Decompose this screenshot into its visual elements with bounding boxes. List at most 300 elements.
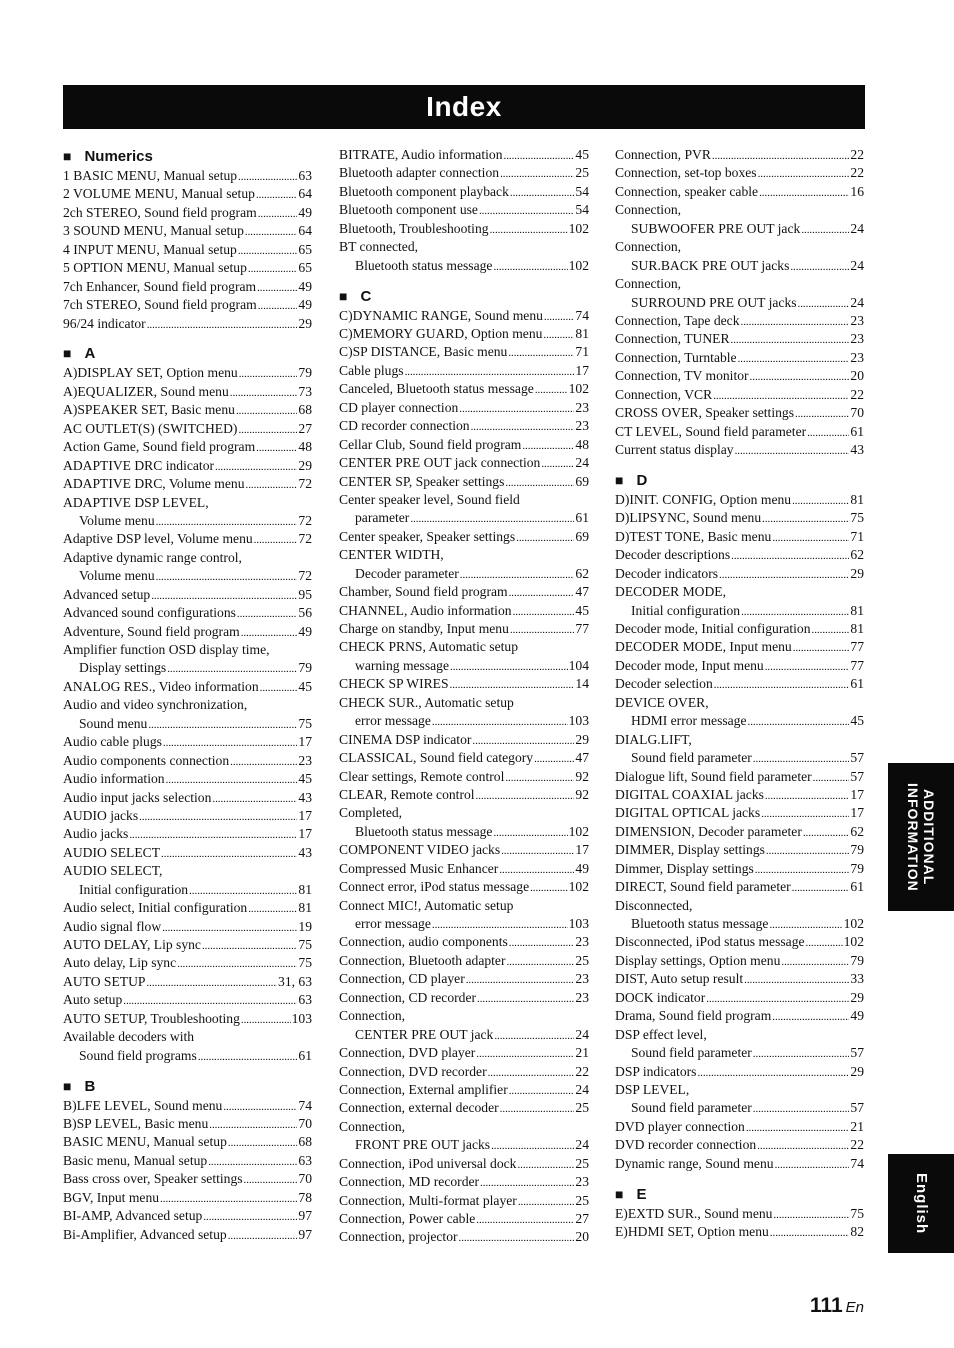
- leader-dots: [518, 1192, 575, 1210]
- index-entry: [339, 307, 589, 325]
- index-entry-heading: [615, 275, 864, 293]
- index-entry-page: 22: [575, 1063, 589, 1079]
- index-entry-label: D)TEST TONE, Basic menu: [615, 528, 772, 544]
- leader-dots: [513, 602, 575, 620]
- index-entry-page: 102: [568, 823, 589, 839]
- index-entry-label: DIMMER, Display settings: [615, 842, 765, 858]
- index-entry-label: Cellar Club, Sound field program: [339, 436, 522, 452]
- index-entry: [615, 620, 864, 638]
- index-entry-label: BI-AMP, Advanced setup: [63, 1208, 203, 1224]
- index-entry: [615, 841, 864, 859]
- section-heading-text: D: [636, 471, 648, 489]
- leader-dots: [148, 715, 297, 733]
- index-column-1: [63, 146, 312, 1244]
- index-entry-label: DIRECT, Sound field parameter: [615, 879, 791, 895]
- index-entry: [339, 712, 589, 730]
- index-entry-page: 25: [575, 1100, 589, 1116]
- index-entry: [339, 436, 589, 454]
- index-entry: [339, 952, 589, 970]
- section-heading: [63, 1076, 312, 1097]
- leader-dots: [241, 1010, 291, 1028]
- index-entry: [339, 915, 589, 933]
- leader-dots: [773, 1205, 849, 1223]
- section-square-icon: ■: [63, 148, 72, 164]
- index-entry: [339, 528, 589, 546]
- index-entry-page: 19: [298, 918, 312, 934]
- leader-dots: [770, 1223, 850, 1241]
- index-entry-page: 62: [850, 547, 864, 563]
- index-entry-label: E)EXTD SUR., Sound menu: [615, 1205, 773, 1221]
- index-entry: [339, 220, 589, 238]
- index-entry: [339, 183, 589, 201]
- leader-dots: [744, 970, 849, 988]
- leader-dots: [238, 167, 297, 185]
- index-entry: [615, 386, 864, 404]
- index-entry-page: 72: [298, 512, 312, 528]
- index-entry-heading: [63, 696, 312, 714]
- index-entry-page: 79: [850, 842, 864, 858]
- leader-dots: [753, 1044, 850, 1062]
- leader-dots: [491, 1136, 574, 1154]
- leader-dots: [260, 678, 298, 696]
- index-entry: [615, 1007, 864, 1025]
- index-entry-page: 29: [850, 1063, 864, 1079]
- index-entry-label: Connection, Tape deck: [615, 312, 740, 328]
- index-entry: [615, 546, 864, 564]
- index-entry-page: 72: [298, 531, 312, 547]
- index-entry: [615, 1099, 864, 1117]
- index-entry: [615, 638, 864, 656]
- leader-dots: [237, 604, 298, 622]
- section-heading: [615, 470, 864, 491]
- index-entry-label: DOCK indicator: [615, 989, 706, 1005]
- index-entry-page: 63: [298, 992, 312, 1008]
- index-entry-page: 47: [575, 750, 589, 766]
- index-entry: [339, 731, 589, 749]
- index-entry-page: 95: [298, 586, 312, 602]
- index-entry: [63, 259, 312, 277]
- index-entry: [615, 565, 864, 583]
- index-entry: [63, 1115, 312, 1133]
- leader-dots: [151, 586, 297, 604]
- index-entry-label: error message: [355, 916, 431, 931]
- index-entry: [63, 1097, 312, 1115]
- language-tab-english[interactable]: [888, 1154, 954, 1253]
- leader-dots: [761, 804, 849, 822]
- index-entry-label: CENTER WIDTH,: [339, 547, 444, 563]
- index-entry-page: 74: [298, 1097, 312, 1113]
- index-entry-page: 97: [298, 1226, 312, 1242]
- leader-dots: [162, 918, 297, 936]
- leader-dots: [432, 915, 568, 933]
- index-entry: [615, 423, 864, 441]
- index-entry-heading: [63, 549, 312, 567]
- index-entry: [615, 675, 864, 693]
- leader-dots: [189, 881, 297, 899]
- leader-dots: [476, 1044, 574, 1062]
- leader-dots: [471, 417, 575, 435]
- index-entry-page: 24: [850, 257, 864, 273]
- leader-dots: [713, 386, 849, 404]
- index-entry-heading: [615, 583, 864, 601]
- index-entry-heading: [339, 1007, 589, 1025]
- index-entry: [63, 222, 312, 240]
- index-entry-page: 56: [298, 605, 312, 621]
- index-entry-heading: [339, 804, 589, 822]
- index-entry-label: A)DISPLAY SET, Option menu: [63, 365, 238, 381]
- index-entry-page: 20: [575, 1229, 589, 1245]
- index-entry-page: 23: [575, 989, 589, 1005]
- index-entry-page: 74: [575, 307, 589, 323]
- leader-dots: [459, 399, 574, 417]
- index-entry-page: 102: [843, 916, 864, 931]
- index-entry-page: 63: [298, 168, 312, 183]
- index-entry: [615, 1044, 864, 1062]
- index-entry-page: 92: [575, 786, 589, 802]
- index-entry-heading: [339, 238, 589, 256]
- leader-dots: [712, 146, 849, 164]
- index-entry-page: 48: [298, 439, 312, 455]
- index-entry-page: 24: [575, 1137, 589, 1153]
- index-entry-page: 20: [850, 368, 864, 384]
- index-entry-label: Connection, set-top boxes: [615, 165, 757, 181]
- index-entry-page: 104: [568, 657, 589, 673]
- leader-dots: [505, 473, 574, 491]
- index-entry-label: Connection,: [339, 1008, 406, 1024]
- leader-dots: [494, 1026, 574, 1044]
- index-entry: [63, 586, 312, 604]
- index-entry: [615, 768, 864, 786]
- index-entry-page: 77: [850, 657, 864, 673]
- index-entry-page: 23: [850, 349, 864, 365]
- index-entry: [339, 1099, 589, 1117]
- index-entry: [615, 915, 864, 933]
- leader-dots: [490, 220, 568, 238]
- index-entry-page: 97: [298, 1208, 312, 1224]
- index-entry: [339, 362, 589, 380]
- page-number: [810, 1294, 864, 1318]
- index-entry-page: 64: [298, 223, 312, 239]
- index-entry-label: Amplifier function OSD display time,: [63, 642, 270, 657]
- index-entry-page: 57: [850, 1045, 864, 1061]
- leader-dots: [790, 257, 849, 275]
- index-entry-page: 17: [850, 786, 864, 802]
- index-entry-label: Connection, Bluetooth adapter: [339, 952, 506, 968]
- index-entry-label: Connection, external decoder: [339, 1100, 499, 1116]
- index-entry-label: 7ch STEREO, Sound field program: [63, 297, 257, 313]
- index-entry: [615, 528, 864, 546]
- index-entry-page: 102: [568, 879, 589, 895]
- section-spacer: [615, 459, 864, 470]
- index-entry: [63, 936, 312, 954]
- index-entry-label: CT LEVEL, Sound field parameter: [615, 423, 807, 439]
- leader-dots: [239, 364, 298, 382]
- index-entry: [63, 752, 312, 770]
- leader-dots: [509, 583, 575, 601]
- index-entry: [615, 823, 864, 841]
- index-entry-heading: [615, 1026, 864, 1044]
- leader-dots: [129, 825, 297, 843]
- index-entry-page: 102: [843, 934, 864, 950]
- index-entry: [63, 715, 312, 733]
- index-entry-page: 79: [850, 952, 864, 968]
- index-entry-page: 23: [298, 752, 312, 768]
- leader-dots: [123, 991, 297, 1009]
- index-entry-heading: [63, 494, 312, 512]
- index-entry-label: Sound field parameter: [631, 1045, 752, 1061]
- index-entry: [615, 146, 864, 164]
- index-entry-page: 29: [575, 731, 589, 747]
- leader-dots: [258, 296, 298, 314]
- index-entry-page: 23: [575, 1174, 589, 1190]
- index-entry-page: 68: [298, 402, 312, 418]
- leader-dots: [459, 1228, 575, 1246]
- leader-dots: [793, 638, 850, 656]
- index-entry-page: 23: [575, 399, 589, 415]
- index-entry-heading: [615, 731, 864, 749]
- index-entry-heading: [339, 546, 589, 564]
- index-entry-label: Connection, Turntable: [615, 349, 737, 365]
- index-entry: [63, 825, 312, 843]
- index-entry-page: 65: [298, 241, 312, 257]
- leader-dots: [803, 823, 850, 841]
- index-entry-page: 43: [298, 789, 312, 805]
- index-entry: [63, 204, 312, 222]
- index-entry: [339, 583, 589, 601]
- leader-dots: [139, 807, 297, 825]
- index-entry: [615, 749, 864, 767]
- index-entry-label: Connection, TV monitor: [615, 368, 749, 384]
- index-entry-page: 70: [850, 405, 864, 421]
- index-entry-label: Connection, TUNER: [615, 331, 730, 347]
- index-entry-label: Advanced sound configurations: [63, 605, 236, 621]
- index-entry-page: 74: [850, 1155, 864, 1171]
- section-spacer: [615, 1173, 864, 1184]
- leader-dots: [505, 768, 574, 786]
- section-square-icon: ■: [615, 1185, 624, 1202]
- index-entry: [63, 315, 312, 333]
- index-entry: [339, 380, 589, 398]
- index-entry-label: Advanced setup: [63, 586, 151, 602]
- leader-dots: [766, 841, 849, 859]
- index-entry-page: 17: [850, 805, 864, 821]
- index-entry-page: 78: [298, 1189, 312, 1205]
- index-entry-page: 22: [850, 165, 864, 181]
- section-heading: [615, 1184, 864, 1205]
- index-entry-label: SUBWOOFER PRE OUT jack: [631, 220, 801, 236]
- index-entry: [615, 786, 864, 804]
- section-square-icon: ■: [615, 471, 624, 488]
- index-entry: [615, 294, 864, 312]
- index-entry: [615, 164, 864, 182]
- index-entry-page: 48: [575, 436, 589, 452]
- leader-dots: [248, 899, 297, 917]
- index-entry: [63, 167, 312, 185]
- index-entry-label: Decoder mode, Initial configuration: [615, 621, 811, 636]
- index-entry-label: Compressed Music Enhancer: [339, 860, 499, 876]
- index-entry-label: Sound field programs: [79, 1047, 197, 1063]
- index-entry-page: 14: [575, 676, 589, 692]
- leader-dots: [806, 933, 843, 951]
- index-entry-page: 72: [298, 568, 312, 584]
- index-entry-label: DECODER MODE,: [615, 584, 727, 600]
- index-entry-label: parameter: [355, 510, 410, 526]
- index-entry-page: 102: [568, 257, 589, 273]
- index-entry: [63, 881, 312, 899]
- leader-dots: [501, 841, 574, 859]
- index-entry-label: Bluetooth component use: [339, 202, 478, 218]
- index-entry: [63, 512, 312, 530]
- leader-dots: [254, 530, 298, 548]
- index-entry-page: 17: [575, 842, 589, 858]
- index-entry: [339, 602, 589, 620]
- index-entry: [63, 530, 312, 548]
- index-entry-page: 61: [850, 423, 864, 439]
- index-entry-label: Audio jacks: [63, 826, 129, 842]
- index-entry-label: A)SPEAKER SET, Basic menu: [63, 402, 235, 418]
- index-entry-label: AUTO SETUP: [63, 973, 146, 989]
- leader-dots: [522, 436, 574, 454]
- leader-dots: [741, 602, 849, 620]
- index-entry: [615, 220, 864, 238]
- index-entry-label: Volume menu: [79, 512, 155, 528]
- index-entry-page: 75: [298, 955, 312, 971]
- index-entry: [339, 1026, 589, 1044]
- index-entry-label: 96/24 indicator: [63, 315, 146, 331]
- index-entry-page: 43: [850, 442, 864, 457]
- index-entry-page: 71: [850, 528, 864, 544]
- leader-dots: [167, 659, 297, 677]
- index-entry: [339, 1192, 589, 1210]
- leader-dots: [544, 307, 575, 325]
- leader-dots: [758, 164, 850, 182]
- index-entry-label: Connect error, iPod status message: [339, 879, 530, 895]
- index-entry-label: ADAPTIVE DSP LEVEL,: [63, 494, 209, 510]
- index-entry: [339, 257, 589, 275]
- leader-dots: [738, 349, 850, 367]
- index-entry-label: Connection, VCR: [615, 386, 713, 402]
- index-entry-label: Connection, CD recorder: [339, 989, 477, 1005]
- index-entry-label: Adaptive DSP level, Volume menu: [63, 531, 253, 547]
- index-entry: [63, 1207, 312, 1225]
- index-entry-label: Volume menu: [79, 568, 155, 584]
- index-entry: [339, 1063, 589, 1081]
- index-entry: [63, 1189, 312, 1207]
- leader-dots: [410, 509, 574, 527]
- index-entry-label: CHECK SUR., Automatic setup: [339, 694, 514, 710]
- index-entry-page: 49: [298, 278, 312, 294]
- index-entry-page: 72: [298, 476, 312, 492]
- leader-dots: [256, 185, 297, 203]
- index-entry-label: Display settings: [79, 660, 167, 676]
- index-entry-page: 17: [298, 807, 312, 823]
- index-entry: [63, 1010, 312, 1028]
- index-entry-label: 7ch Enhancer, Sound field program: [63, 278, 257, 294]
- index-entry-label: DSP LEVEL,: [615, 1081, 690, 1097]
- leader-dots: [792, 878, 850, 896]
- index-entry: [615, 1223, 864, 1241]
- index-entry-page: 29: [298, 315, 312, 331]
- index-entry: [339, 620, 589, 638]
- index-entry-page: 29: [850, 565, 864, 581]
- index-entry-heading: [615, 694, 864, 712]
- index-entry: [63, 241, 312, 259]
- index-entry-label: AUDIO jacks: [63, 807, 139, 823]
- leader-dots: [541, 454, 574, 472]
- section-heading-text: B: [84, 1077, 96, 1095]
- index-entry-page: 33: [850, 971, 864, 987]
- index-entry-page: 92: [575, 768, 589, 784]
- index-entry-label: Bi-Amplifier, Advanced setup: [63, 1226, 227, 1242]
- index-entry: [63, 1152, 312, 1170]
- index-entry-page: 75: [850, 1205, 864, 1221]
- index-entry-label: D)INIT. CONFIG, Option menu: [615, 491, 792, 507]
- index-entry-label: CHANNEL, Audio information: [339, 602, 512, 618]
- index-entry-label: Connection, audio components: [339, 934, 508, 950]
- index-entry-page: 25: [575, 952, 589, 968]
- index-entry-label: Connection, iPod universal dock: [339, 1155, 517, 1171]
- index-entry-label: Connection, DVD recorder: [339, 1063, 487, 1079]
- index-entry-page: 29: [850, 989, 864, 1005]
- leader-dots: [156, 512, 298, 530]
- index-entry-page: 21: [575, 1045, 589, 1061]
- section-tab-additional-information[interactable]: [888, 763, 954, 911]
- index-entry-label: DVD recorder connection: [615, 1137, 757, 1153]
- page-language-code: En: [845, 1299, 864, 1316]
- index-entry-label: DIGITAL COAXIAL jacks: [615, 786, 764, 802]
- index-entry: [615, 952, 864, 970]
- index-entry: [63, 420, 312, 438]
- index-entry-label: Decoder selection: [615, 676, 713, 692]
- index-entry-page: 62: [850, 823, 864, 839]
- leader-dots: [208, 1152, 297, 1170]
- index-entry: [63, 296, 312, 314]
- index-entry-page: 70: [298, 1171, 312, 1187]
- index-entry-label: 2ch STEREO, Sound field program: [63, 204, 257, 220]
- leader-dots: [753, 749, 850, 767]
- leader-dots: [248, 259, 298, 277]
- index-entry-label: Center speaker level, Sound field: [339, 491, 520, 507]
- index-entry: [615, 712, 864, 730]
- index-entry: [63, 991, 312, 1009]
- leader-dots: [493, 823, 567, 841]
- index-entry: [63, 1170, 312, 1188]
- index-entry-page: 54: [575, 202, 589, 218]
- index-entry-page: 79: [298, 660, 312, 676]
- index-entry: [63, 623, 312, 641]
- index-entry-page: 64: [298, 186, 312, 202]
- leader-dots: [500, 1099, 575, 1117]
- index-entry-label: A)EQUALIZER, Sound menu: [63, 383, 229, 399]
- index-entry-page: 82: [850, 1224, 864, 1240]
- index-entry-label: DVD player connection: [615, 1118, 745, 1134]
- index-entry-label: Sound menu: [79, 715, 148, 731]
- index-entry: [615, 441, 864, 459]
- index-entry: [63, 1226, 312, 1244]
- leader-dots: [177, 954, 297, 972]
- index-entry-page: 17: [298, 734, 312, 750]
- leader-dots: [731, 546, 849, 564]
- index-entry-label: Auto setup: [63, 992, 123, 1008]
- leader-dots: [203, 1207, 297, 1225]
- index-entry: [615, 989, 864, 1007]
- index-entry-label: Chamber, Sound field program: [339, 584, 508, 600]
- leader-dots: [209, 1115, 297, 1133]
- index-entry: [615, 602, 864, 620]
- leader-dots: [230, 383, 298, 401]
- index-entry-label: DECODER MODE, Input menu: [615, 639, 792, 655]
- index-entry: [63, 364, 312, 382]
